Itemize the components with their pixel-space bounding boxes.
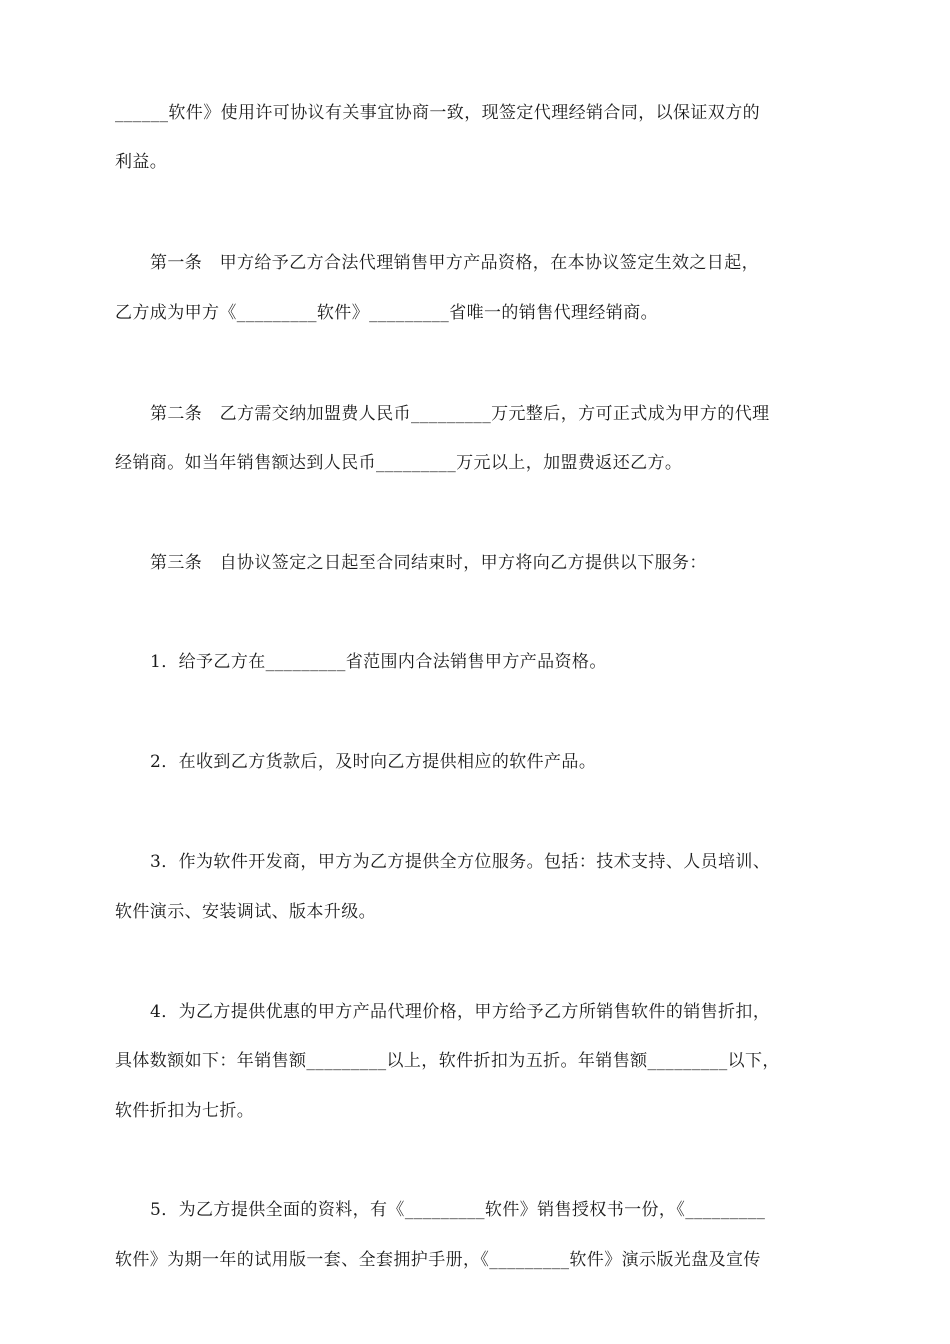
item-5-line-1: 5．为乙方提供全面的资料，有《_________软件》销售授权书一份，《_________: [150, 1200, 766, 1220]
item-2-line-1: 2．在收到乙方货款后，及时向乙方提供相应的软件产品。: [150, 752, 597, 772]
item-1-line-1: 1．给予乙方在_________省范围内合法销售甲方产品资格。: [150, 652, 607, 672]
article-2-line-2: 经销商。如当年销售额达到人民币_________万元以上，加盟费返还乙方。: [115, 453, 683, 473]
item-3-line-1: 3．作为软件开发商，甲方为乙方提供全方位服务。包括：技术支持、人员培训、: [150, 852, 771, 872]
article-1-line-1: 第一条 甲方给予乙方合法代理销售甲方产品资格，在本协议签定生效之日起，: [150, 253, 759, 273]
item-3-line-2: 软件演示、安装调试、版本升级。: [115, 902, 376, 922]
item-4-line-2: 具体数额如下：年销售额_________以上，软件折扣为五折。年销售额_________以下，: [115, 1051, 780, 1071]
article-2-line-1: 第二条 乙方需交纳加盟费人民币_________万元整后，方可正式成为甲方的代理: [150, 404, 770, 424]
paragraph-intro-line-1: ______软件》使用许可协议有关事宜协商一致，现签定代理经销合同，以保证双方的: [115, 103, 760, 123]
item-4-line-1: 4．为乙方提供优惠的甲方产品代理价格，甲方给予乙方所销售软件的销售折扣，: [150, 1002, 771, 1022]
item-5-line-2: 软件》为期一年的试用版一套、全套拥护手册，《_________软件》演示版光盘及宣传: [115, 1250, 761, 1270]
article-1-line-2: 乙方成为甲方《_________软件》_________省唯一的销售代理经销商。: [115, 303, 658, 323]
item-4-line-3: 软件折扣为七折。: [115, 1101, 255, 1121]
paragraph-intro-line-2: 利益。: [115, 152, 168, 172]
article-3-line-1: 第三条 自协议签定之日起至合同结束时，甲方将向乙方提供以下服务：: [150, 553, 707, 573]
